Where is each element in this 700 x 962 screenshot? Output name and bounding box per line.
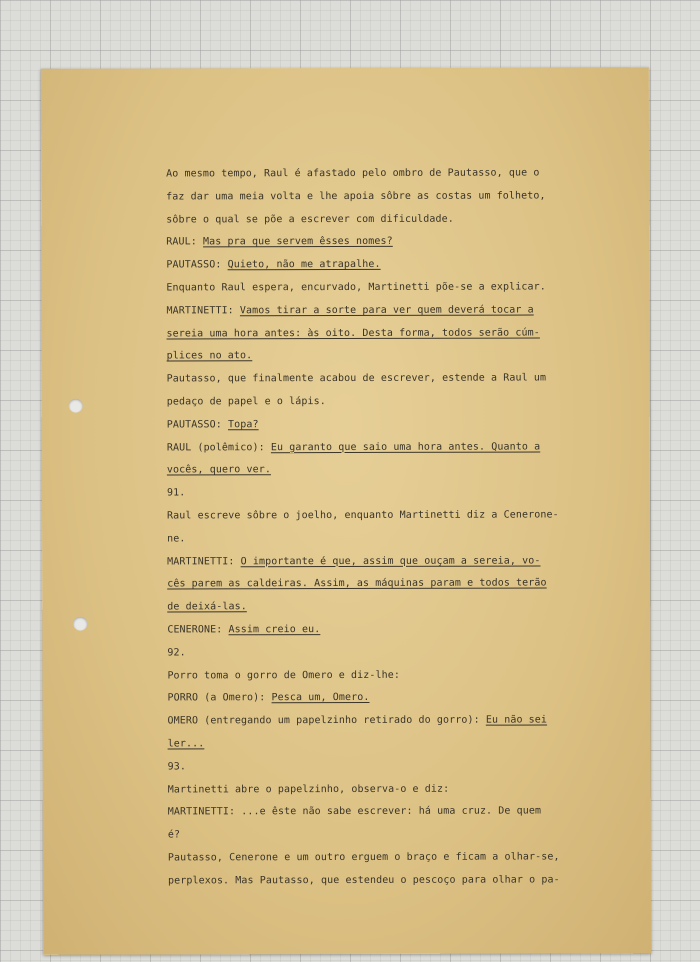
- text-line: [166, 162, 626, 186]
- underlined-text: Eu garanto que saio uma hora antes. Quanto a: [270, 441, 541, 453]
- text-line: [167, 550, 627, 574]
- text-line: [166, 276, 626, 300]
- text-line: [168, 755, 628, 779]
- text-line: [167, 345, 627, 369]
- text-segment: perplexos. Mas Pautasso, que estendeu o pescoço para olhar o pa-: [167, 874, 560, 887]
- text-line: [167, 436, 627, 460]
- text-segment: Pautasso, que finalmente acabou de escrever, estende a Raul um: [166, 372, 547, 385]
- text-segment: MARTINETTI:: [167, 555, 241, 568]
- text-line: [167, 618, 627, 642]
- text-line: [167, 481, 627, 505]
- text-segment: MARTINETTI:: [166, 305, 240, 317]
- text-segment: 92.: [167, 647, 186, 659]
- text-segment: faz dar uma meia volta e lhe apoia sôbre as costas um folheto,: [166, 190, 546, 203]
- text-line: [166, 185, 626, 209]
- text-line: [167, 527, 627, 551]
- underlined-text: Mas pra que servem êsses nomes?: [203, 236, 393, 248]
- underlined-text: Eu não sei: [485, 714, 548, 726]
- underlined-text: O importante é que, assim que ouçam a sereia, vo-: [240, 555, 541, 567]
- text-segment: Martinetti abre o papelzinho, observa-o e diz:: [167, 783, 450, 795]
- underlined-text: Vamos tirar a sorte para ver quem deverá tocar a: [239, 304, 534, 317]
- text-segment: 91.: [166, 487, 186, 499]
- text-line: [168, 846, 628, 870]
- text-segment: RAUL:: [166, 236, 204, 248]
- text-line: [168, 709, 628, 733]
- text-line: [167, 390, 627, 414]
- text-line: [168, 869, 628, 893]
- document-sheet: [41, 67, 651, 955]
- text-line: [167, 664, 627, 688]
- underlined-text: plices no ato.: [166, 350, 253, 362]
- text-segment: é?: [167, 829, 181, 841]
- text-line: [166, 231, 626, 255]
- underlined-text: cês parem as caldeiras. Assim, as máquinas param e todos terão: [167, 577, 547, 590]
- underlined-text: Pesca um, Omero.: [271, 692, 370, 704]
- text-segment: Pautasso, Cenerone e um outro erguem o braço e ficam a olhar-se,: [167, 851, 560, 864]
- text-segment: 93.: [167, 761, 187, 773]
- text-line: [166, 253, 626, 277]
- underlined-text: vocês, quero ver.: [166, 464, 271, 476]
- text-line: [167, 322, 627, 346]
- punch-hole: [69, 399, 83, 413]
- text-segment: Ao mesmo tempo, Raul é afastado pelo ombro de Pautasso, que o: [166, 167, 540, 180]
- text-segment: OMERO (entregando um papelzinho retirado do gorro):: [167, 714, 486, 727]
- text-line: [168, 732, 628, 756]
- text-line: [167, 504, 627, 528]
- text-line: [167, 459, 627, 483]
- text-line: [168, 823, 628, 847]
- text-segment: RAUL (polêmico):: [166, 441, 271, 454]
- text-line: [167, 641, 627, 665]
- text-segment: pedaço de papel e o lápis.: [166, 396, 326, 408]
- underlined-text: Assim creio eu.: [228, 624, 321, 636]
- text-segment: CENERONE:: [167, 624, 229, 636]
- text-segment: Enquanto Raul espera, encurvado, Martinetti põe-se a explicar.: [166, 281, 546, 294]
- underlined-text: sereia uma hora antes: às oito. Desta forma, todos serão cúm-: [166, 327, 540, 340]
- text-line: [166, 208, 626, 232]
- text-segment: Raul escreve sôbre o joelho, enquanto Martinetti diz a Cenerone-: [166, 509, 559, 522]
- text-segment: PORRO (a Omero):: [167, 692, 272, 704]
- text-segment: sôbre o qual se põe a escrever com dificuldade.: [166, 213, 454, 226]
- text-segment: PAUTASSO:: [166, 419, 229, 431]
- underlined-text: Topa?: [227, 418, 259, 431]
- text-line: [167, 573, 627, 597]
- underlined-text: Quieto, não me atrapalhe.: [227, 259, 381, 271]
- text-line: [166, 299, 626, 323]
- text-segment: PAUTASSO:: [166, 259, 228, 271]
- text-segment: Porro toma o gorro de Omero e diz-lhe:: [167, 669, 401, 681]
- text-line: [168, 801, 628, 825]
- text-line: [167, 367, 627, 391]
- text-segment: MARTINETTI: ...e êste não sabe escrever: há uma cruz. De quem: [167, 805, 542, 818]
- text-line: [167, 687, 627, 711]
- text-line: [168, 778, 628, 802]
- text-segment: ne.: [167, 533, 186, 545]
- text-line: [167, 595, 627, 619]
- underlined-text: de deixá-las.: [167, 601, 247, 613]
- typewritten-text: [166, 162, 628, 893]
- underlined-text: ler...: [167, 738, 205, 750]
- text-line: [167, 413, 627, 437]
- punch-hole: [73, 617, 87, 631]
